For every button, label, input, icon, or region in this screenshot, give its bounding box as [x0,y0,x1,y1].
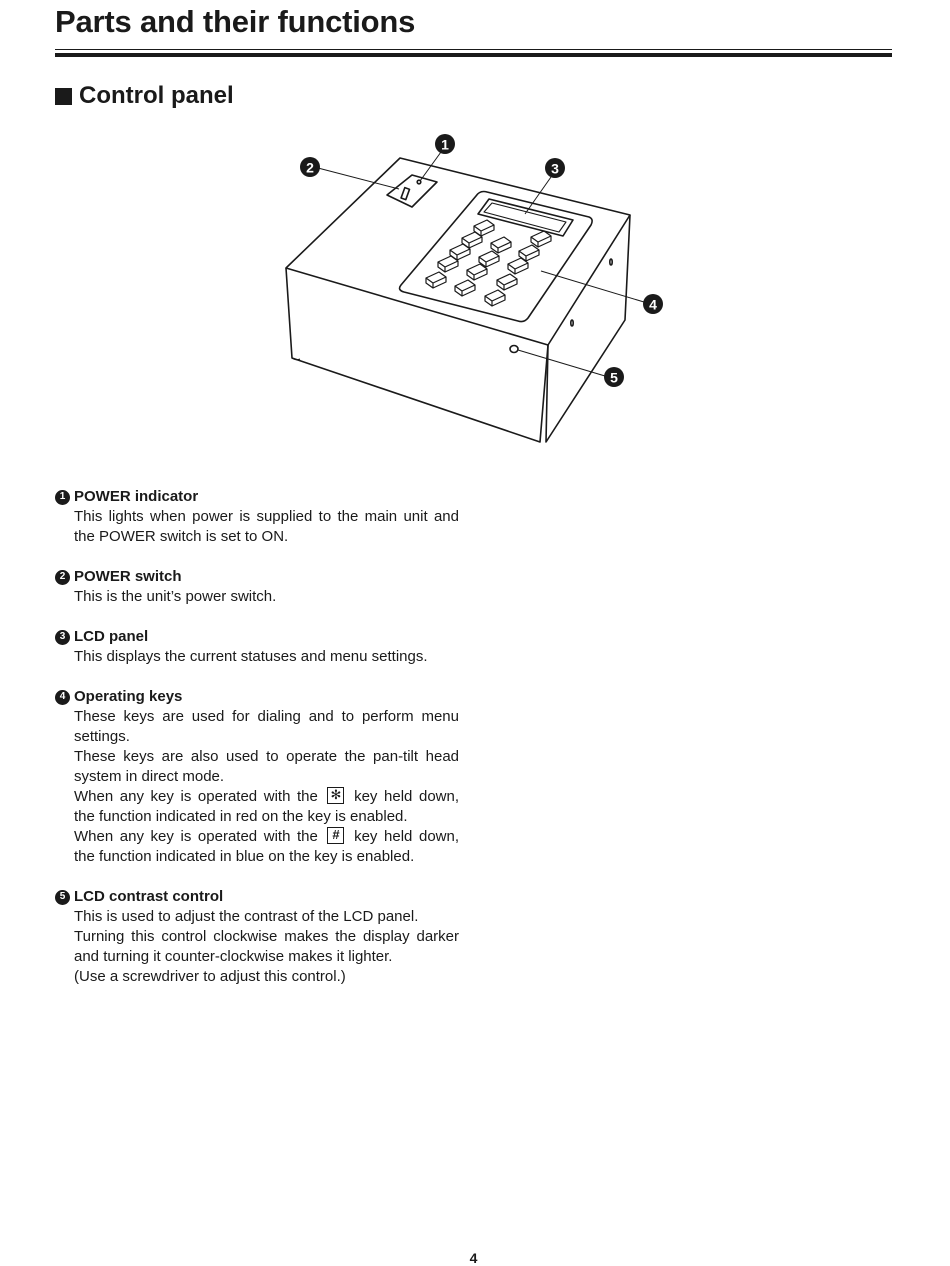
item-title: POWER indicator [74,488,199,505]
item-power-indicator [55,487,459,547]
callout-2 [300,157,320,177]
item-description: This displays the current statuses and menu settings. [74,648,428,665]
item-number-badge: 1 [55,490,70,505]
item-description: This is the unit’s power switch. [74,588,277,605]
side-slot [610,259,612,265]
square-bullet-icon [55,88,72,105]
control-panel-body [286,158,630,442]
svg-text:4: 4 [649,296,657,313]
callout-5 [604,367,624,387]
item-lcd-panel [55,627,459,667]
item-description: This is used to adjust the contrast of the LCD panel. [74,908,419,925]
callout-3 [545,158,565,178]
item-number-badge: 2 [55,570,70,585]
item-description: (Use a screwdriver to adjust this control.) [74,968,346,985]
star-key-description: When any key is operated with the ✻ key held down, the function indicated in red on the key is enabled. [74,787,460,825]
item-operating-keys [55,687,459,867]
callout-4 [643,294,663,314]
svg-text:1: 1 [441,136,449,153]
item-title: LCD panel [74,628,149,645]
svg-text:3: 3 [551,160,559,177]
title-rule-thin [55,49,892,50]
parts-list [55,487,459,1007]
item-number-badge: 5 [55,890,70,905]
hash-key-icon: # [327,827,344,844]
item-number-badge: 4 [55,690,70,705]
section-heading [55,82,234,110]
item-power-switch [55,567,459,607]
item-number-badge: 3 [55,630,70,645]
star-key-icon: ✻ [327,787,344,804]
item-title: Operating keys [74,688,183,705]
item-description: This lights when power is supplied to the main unit and the POWER switch is set to ON. [74,508,459,545]
side-slot [571,320,573,326]
page-number: 4 [469,1250,478,1266]
svg-text:5: 5 [610,369,618,386]
item-lcd-contrast-control [55,887,459,987]
page-title: Parts and their functions [55,4,416,39]
hash-key-description: When any key is operated with the # key held down, the function indicated in blue on the key is enabled. [74,827,460,865]
control-panel-diagram [280,128,680,458]
item-description: These keys are used for dialing and to perform menu settings. [74,708,459,745]
lcd-contrast-control-hole [510,346,518,353]
item-description: Turning this control clockwise makes the display darker and turning it counter-clockwise makes it lighter. [74,928,459,965]
item-title: LCD contrast control [74,888,224,905]
title-rule-thick [55,53,892,57]
section-title: Control panel [79,82,234,109]
item-title: POWER switch [74,568,182,585]
callout-1 [435,134,455,154]
svg-text:2: 2 [306,159,314,176]
item-description: These keys are also used to operate the pan-tilt head system in direct mode. [74,748,459,785]
